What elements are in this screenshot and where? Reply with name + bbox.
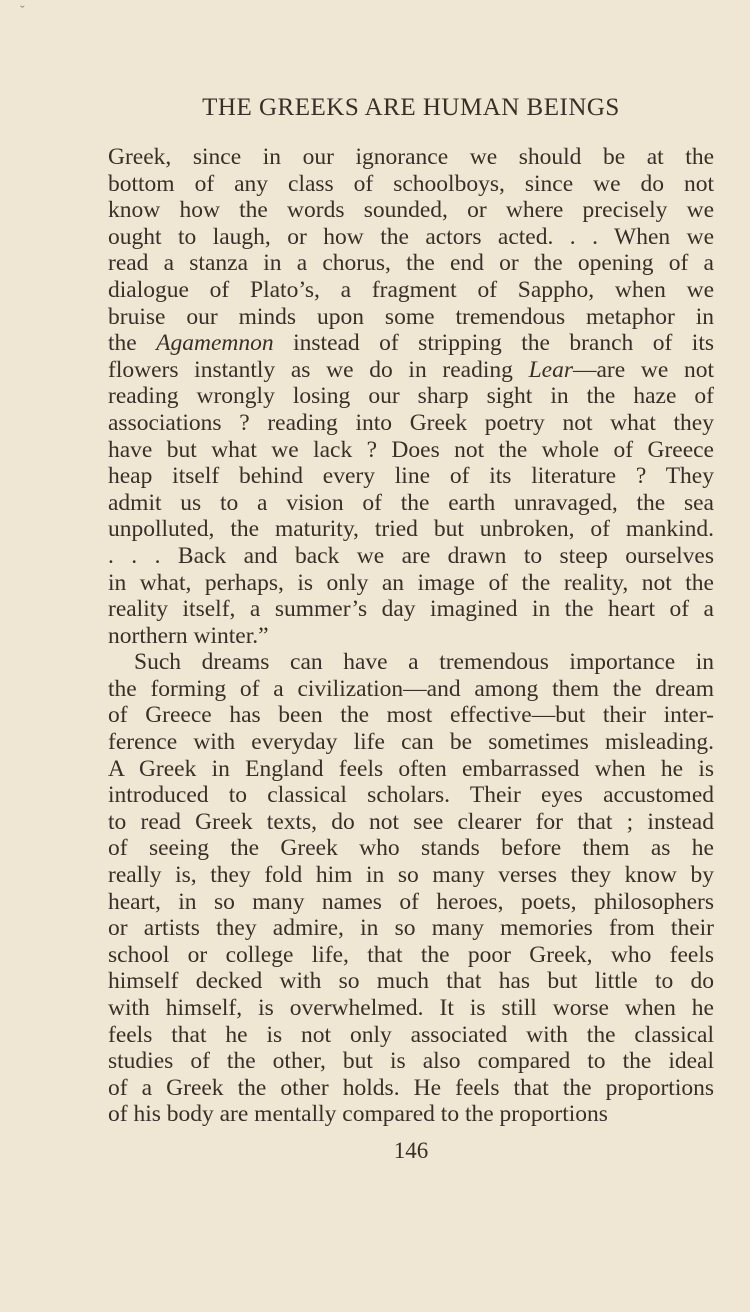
paragraph-2 — [108, 649, 714, 1128]
running-head: THE GREEKS ARE HUMAN BEINGS — [202, 94, 620, 121]
text-line: really is, they fold him in so many verses they know by — [108, 862, 714, 889]
text-line: of a Greek the other holds. He feels that the proportions — [108, 1074, 714, 1101]
text-line: reality itself, a summer’s day imagined in the heart of a — [108, 596, 714, 623]
text-line: in what, perhaps, is only an image of the reality, not the — [108, 569, 714, 596]
text-line: ought to laugh, or how the actors acted. . . When we — [108, 223, 714, 250]
text-line: heap itself behind every line of its literature ? They — [108, 463, 714, 490]
text-line: northern winter.” — [108, 622, 269, 649]
corner-mark: ˇ — [20, 4, 25, 19]
text-line: reading wrongly losing our sharp sight in the haze of — [108, 383, 714, 410]
text-line: unpolluted, the maturity, tried but unbroken, of mankind. — [108, 516, 714, 543]
text-line: to read Greek texts, do not see clearer for that ; instead — [108, 808, 714, 835]
italic-title: Agamemnon — [156, 330, 274, 357]
body-text — [108, 144, 714, 1128]
text-line: with himself, is overwhelmed. It is still worse when he — [108, 995, 714, 1021]
text-line: ference with everyday life can be sometimes misleading. — [108, 729, 714, 756]
text-line: school or college life, that the poor Greek, who feels — [108, 941, 714, 968]
text-line: himself decked with so much that has but little to do — [108, 968, 714, 995]
text-line: know how the words sounded, or where precisely we — [108, 197, 714, 224]
text-line: read a stanza in a chorus, the end or the opening of a — [108, 250, 714, 277]
paragraph-1 — [108, 144, 714, 649]
text-line: feels that he is not only associated with the classical — [108, 1021, 714, 1048]
text-line: introduced to classical scholars. Their eyes accustomed — [108, 782, 714, 809]
page-number: 146 — [393, 1138, 429, 1163]
text-line: associations ? reading into Greek poetry not what they — [108, 409, 714, 436]
text-line: admit us to a vision of the earth unravaged, the sea — [108, 489, 714, 516]
text-line: of Greece has been the most effective—but their inter- — [108, 702, 714, 729]
text-line: studies of the other, but is also compared to the ideal — [108, 1048, 714, 1075]
text-line: or artists they admire, in so many memories from their — [108, 915, 714, 942]
text-line: bruise our minds upon some tremendous metaphor in — [108, 303, 714, 330]
text-line: A Greek in England feels often embarrassed when he is — [108, 755, 714, 782]
text-line: flowers instantly as we do in reading Lear—are we not — [108, 356, 714, 383]
text-line: heart, in so many names of heroes, poets, philosophers — [108, 888, 714, 915]
text-line: of seeing the Greek who stands before them as he — [108, 835, 714, 862]
text-line: . . . Back and back we are drawn to steep ourselves — [108, 542, 714, 569]
text-line: Greek, since in our ignorance we should be at the — [108, 144, 714, 170]
text-line: bottom of any class of schoolboys, since we do not — [108, 170, 714, 197]
text-line: Such dreams can have a tremendous importance in — [134, 649, 714, 676]
italic-title: Lear — [528, 356, 573, 383]
text-line: the Agamemnon instead of stripping the branch of its — [108, 330, 714, 357]
text-line: of his body are mentally compared to the proportions — [108, 1101, 608, 1128]
text-line: have but what we lack ? Does not the whole of Greece — [108, 436, 714, 463]
text-line: dialogue of Plato’s, a fragment of Sappho, when we — [108, 276, 714, 303]
text-line: the forming of a civilization—and among them the dream — [108, 675, 714, 702]
